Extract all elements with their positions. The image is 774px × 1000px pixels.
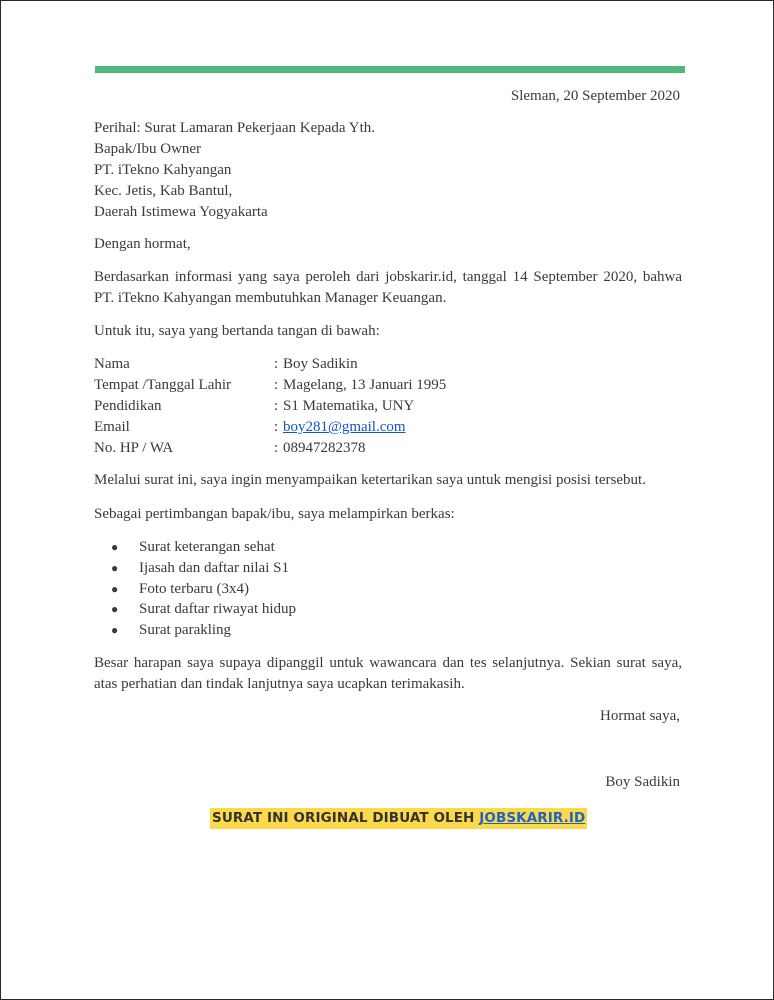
recipient-title: Bapak/Ibu Owner [94, 141, 202, 157]
field-row-birth [94, 375, 594, 396]
field-row-email [94, 417, 594, 438]
field-separator: : [274, 377, 279, 393]
field-row-education [94, 396, 594, 417]
field-label: Pendidikan [94, 398, 162, 414]
signature-name: Boy Sadikin [605, 774, 680, 790]
regards: Hormat saya, [600, 708, 680, 724]
attachment-label: Foto terbaru (3x4) [139, 581, 249, 597]
greeting: Dengan hormat, [94, 236, 191, 252]
attachment-label: Ijasah dan daftar nilai S1 [139, 560, 289, 576]
field-value: 08947282378 [283, 440, 366, 456]
field-value: Boy Sadikin [283, 356, 358, 372]
field-separator: : [274, 398, 279, 414]
banner-prefix: SURAT INI ORIGINAL DIBUAT OLEH [212, 810, 480, 826]
field-separator: : [274, 356, 279, 372]
recipient-district: Kec. Jetis, Kab Bantul, [94, 183, 233, 199]
field-label: Tempat /Tanggal Lahir [94, 377, 232, 393]
field-value: Magelang, 13 Januari 1995 [283, 377, 447, 393]
field-separator: : [274, 419, 279, 435]
field-row-phone [94, 438, 594, 459]
interest-paragraph: Melalui surat ini, saya ingin menyampaikan ketertarikan saya untuk mengisi posisi tersebut. [94, 472, 646, 488]
attachments-intro: Sebagai pertimbangan bapak/ibu, saya melampirkan berkas: [94, 506, 455, 522]
attachment-label: Surat daftar riwayat hidup [139, 601, 297, 617]
field-separator: : [274, 440, 279, 456]
bullet-icon: ● [111, 582, 119, 596]
field-row-name [94, 354, 594, 375]
recipient-company: PT. iTekno Kahyangan [94, 162, 232, 178]
closing-line-1: Besar harapan saya supaya dipanggil untuk wawancara dan tes selanjutnya. Sekian surat saya, [94, 655, 682, 671]
bullet-icon: ● [111, 540, 119, 554]
email-link[interactable]: boy281@gmail.com [283, 419, 406, 435]
bullet-icon: ● [111, 623, 119, 637]
intro-line-2: PT. iTekno Kahyangan membutuhkan Manager Keuangan. [94, 290, 447, 306]
original-source-banner [210, 808, 587, 829]
intro-line-1: Berdasarkan informasi yang saya peroleh dari jobskarir.id, tanggal 14 September 2020, bahwa [94, 269, 682, 285]
attachment-label: Surat keterangan sehat [139, 539, 275, 555]
bullet-icon: ● [111, 561, 119, 575]
signer-intro: Untuk itu, saya yang bertanda tangan di bawah: [94, 323, 380, 339]
intro-paragraph [94, 267, 682, 309]
recipient-province: Daerah Istimewa Yogyakarta [94, 204, 268, 220]
brand-link[interactable]: JOBSKARIR.ID [479, 810, 586, 826]
closing-line-2: atas perhatian dan tindak lanjutnya saya ucapkan terimakasih. [94, 676, 465, 692]
subject-line: Perihal: Surat Lamaran Pekerjaan Kepada Yth. [94, 120, 376, 136]
field-label: No. HP / WA [94, 440, 174, 456]
bullet-icon: ● [111, 602, 119, 616]
closing-paragraph [94, 653, 682, 695]
top-accent-rule [95, 66, 685, 73]
field-label: Nama [94, 356, 130, 372]
place-date: Sleman, 20 September 2020 [510, 88, 680, 104]
attachment-label: Surat parakling [139, 622, 232, 638]
field-value: S1 Matematika, UNY [283, 398, 415, 414]
field-label: Email [94, 419, 130, 435]
